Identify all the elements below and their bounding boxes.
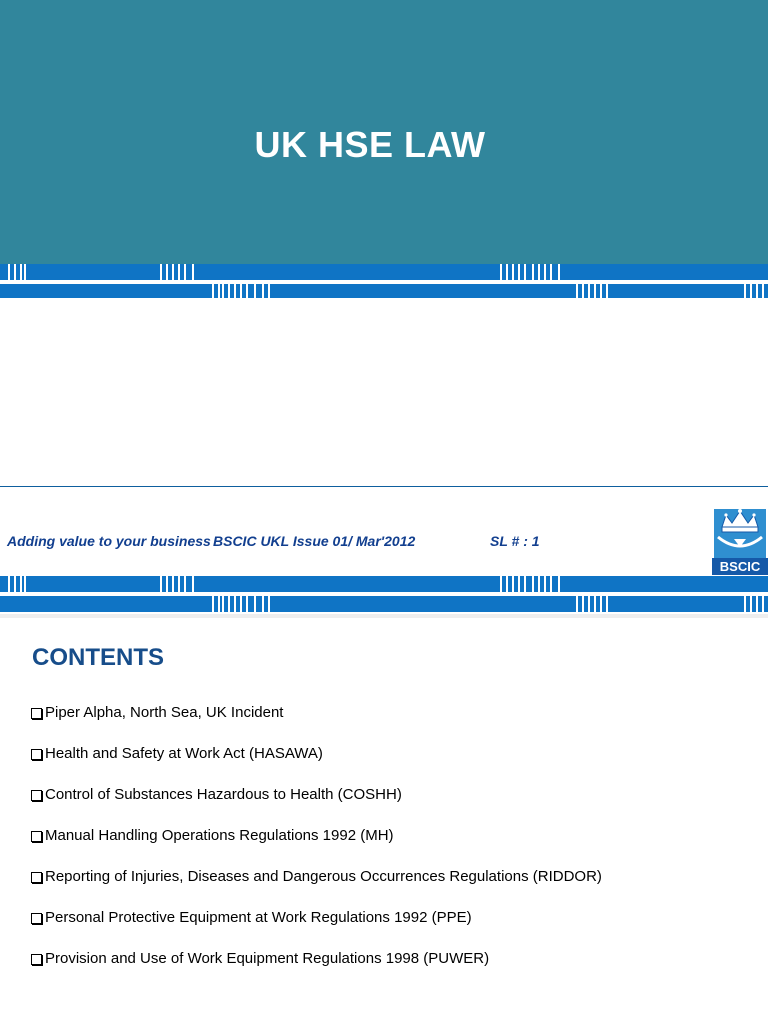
list-item-label: Provision and Use of Work Equipment Regulations 1998 (PUWER) <box>45 950 490 967</box>
contents-heading: CONTENTS <box>32 644 164 671</box>
footer-slide-number: SL # : 1 <box>490 533 540 549</box>
list-item-label: Piper Alpha, North Sea, UK Incident <box>45 704 284 721</box>
list-item-label: Reporting of Injuries, Diseases and Dangerous Occurrences Regulations (RIDDOR) <box>45 868 602 885</box>
footer-tagline: Adding value to your business <box>7 533 211 549</box>
list-item-label: Personal Protective Equipment at Work Regulations 1992 (PPE) <box>45 909 472 926</box>
footer-divider <box>0 486 768 487</box>
slide-title: UK HSE LAW <box>254 124 486 165</box>
stripe-ticks <box>160 576 196 592</box>
stripe-ticks <box>576 596 610 612</box>
stripe-ticks <box>160 264 196 280</box>
checkbox-bullet-icon <box>31 708 42 719</box>
list-item <box>30 868 602 909</box>
header-band <box>0 0 768 265</box>
checkbox-bullet-icon <box>31 954 42 965</box>
list-item <box>30 704 602 745</box>
decorative-stripe <box>0 284 768 298</box>
list-item-label: Health and Safety at Work Act (HASAWA) <box>45 745 323 762</box>
list-item-label: Manual Handling Operations Regulations 1992 (MH) <box>45 827 394 844</box>
crown-emblem-icon <box>712 503 768 559</box>
stripe-ticks <box>500 576 564 592</box>
logo-label: BSCIC <box>712 558 768 575</box>
stripe-ticks <box>212 596 272 612</box>
decorative-stripe <box>0 264 768 280</box>
list-item <box>30 786 602 827</box>
stripe-ticks <box>212 284 272 298</box>
checkbox-bullet-icon <box>31 831 42 842</box>
list-item <box>30 745 602 786</box>
stripe-ticks <box>8 264 28 280</box>
bscic-logo <box>712 503 768 575</box>
stripe-ticks <box>500 264 564 280</box>
checkbox-bullet-icon <box>31 790 42 801</box>
list-item <box>30 827 602 868</box>
list-item <box>30 909 602 950</box>
stripe-ticks <box>744 596 766 612</box>
stripe-ticks <box>744 284 766 298</box>
checkbox-bullet-icon <box>31 872 42 883</box>
stripe-ticks <box>576 284 610 298</box>
contents-list <box>30 704 602 991</box>
footer-issue: BSCIC UKL Issue 01/ Mar'2012 <box>213 533 416 549</box>
checkbox-bullet-icon <box>31 749 42 760</box>
list-item <box>30 950 602 991</box>
list-item-label: Control of Substances Hazardous to Health (COSHH) <box>45 786 402 803</box>
slide-separator <box>0 614 768 618</box>
decorative-stripe <box>0 596 768 612</box>
checkbox-bullet-icon <box>31 913 42 924</box>
stripe-ticks <box>8 576 28 592</box>
decorative-stripe <box>0 576 768 592</box>
